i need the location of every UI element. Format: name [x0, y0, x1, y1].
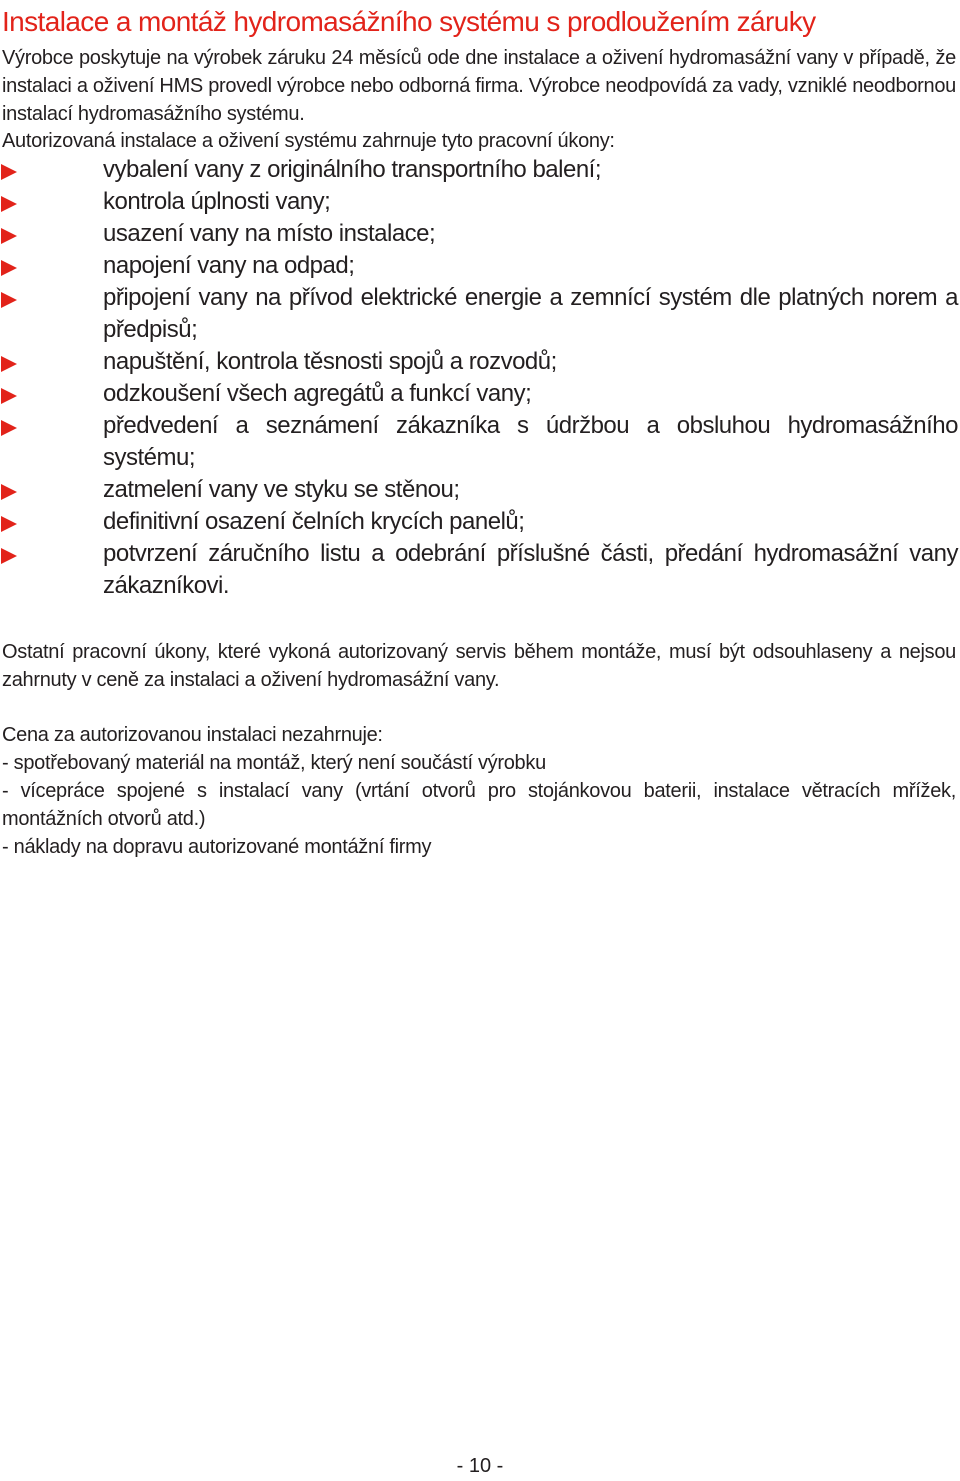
price-line: - náklady na dopravu autorizované montážní firmy — [2, 836, 432, 858]
list-item: potvrzení záručního listu a odebrání příslušné části, předání hydromasážní vany zákazníkovi. — [0, 538, 958, 602]
list-item: usazení vany na místo instalace; — [0, 218, 958, 250]
bullet-arrow-icon — [1, 228, 17, 244]
bullet-arrow-icon — [1, 164, 17, 180]
price-line: - vícepráce spojené s instalací vany (vrtání otvorů pro stojánkovou baterii, instalace větracích mřížek, montážních otvorů atd.) — [2, 780, 956, 830]
list-lead-text: Autorizovaná instalace a oživení systému zahrnuje tyto pracovní úkony: — [2, 130, 615, 152]
bullet-arrow-icon — [1, 196, 17, 212]
intro-paragraph: Výrobce poskytuje na výrobek záruku 24 měsíců ode dne instalace a oživení hydromasážní vany v případě, že instalaci a oživení HMS provedl výrobce nebo odborná firma. Výrobce neodpovídá za vady, vzniklé neodbornou instalací hydromasážního systému. — [2, 47, 956, 125]
list-item: odzkoušení všech agregátů a funkcí vany; — [0, 378, 958, 410]
bullet-arrow-icon — [1, 292, 17, 308]
price-heading: Cena za autorizovanou instalaci nezahrnuje: — [2, 724, 383, 746]
bullet-arrow-icon — [1, 484, 17, 500]
list-item: napojení vany na odpad; — [0, 250, 958, 282]
list-item: kontrola úplnosti vany; — [0, 186, 958, 218]
bullet-arrow-icon — [1, 388, 17, 404]
list-item: zatmelení vany ve styku se stěnou; — [0, 474, 958, 506]
list-item: vybalení vany z originálního transportního balení; — [0, 154, 958, 186]
list-item: připojení vany na přívod elektrické energie a zemnící systém dle platných norem a předpisů; — [0, 282, 958, 346]
price-line: - spotřebovaný materiál na montáž, který není součástí výrobku — [2, 752, 546, 774]
task-list — [0, 154, 958, 602]
list-item: napuštění, kontrola těsnosti spojů a rozvodů; — [0, 346, 958, 378]
bullet-arrow-icon — [1, 420, 17, 436]
note-paragraph: Ostatní pracovní úkony, které vykoná autorizovaný servis během montáže, musí být odsouhlaseny a nejsou zahrnuty v ceně za instalaci a oživení hydromasážní vany. — [2, 641, 956, 691]
page-number: - 10 - — [456, 1455, 504, 1477]
bullet-arrow-icon — [1, 548, 17, 564]
page-title: Instalace a montáž hydromasážního systému s prodloužením záruky — [2, 6, 816, 37]
bullet-arrow-icon — [1, 356, 17, 372]
list-item: předvedení a seznámení zákazníka s údržbou a obsluhou hydromasážního systému; — [0, 410, 958, 474]
bullet-arrow-icon — [1, 260, 17, 276]
price-exclusions — [2, 721, 956, 861]
bullet-arrow-icon — [1, 516, 17, 532]
list-item: definitivní osazení čelních krycích panelů; — [0, 506, 958, 538]
